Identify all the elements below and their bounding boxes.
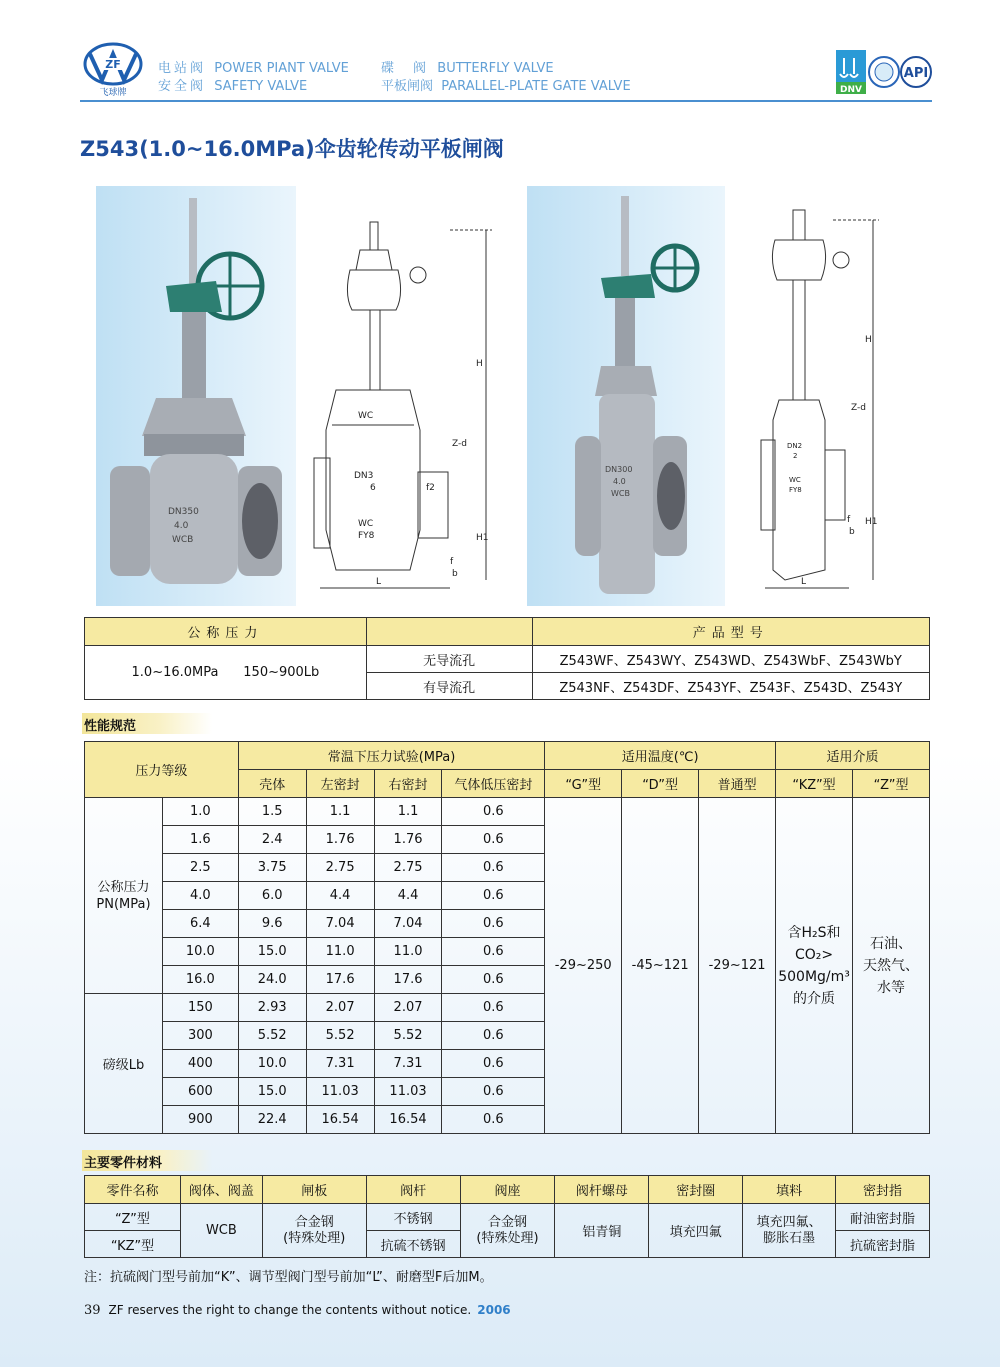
- drawing1-label-6: 6: [370, 483, 376, 493]
- drawing2-label-zd: Z-d: [851, 403, 866, 413]
- perf-cell: 11.0: [306, 938, 374, 966]
- model-type-1: 无导流孔: [366, 646, 532, 673]
- perf-cell: 900: [162, 1106, 238, 1134]
- mat-header-seal-ring: 密封圈: [649, 1176, 743, 1204]
- model-type-2: 有导流孔: [366, 673, 532, 700]
- perf-cell: 150: [162, 994, 238, 1022]
- perf-cell: 4.0: [162, 882, 238, 910]
- perf-cell: 600: [162, 1078, 238, 1106]
- mat-header-sealant: 密封指: [836, 1176, 930, 1204]
- perf-cell: 300: [162, 1022, 238, 1050]
- mat-gate: 合金钢 (特殊处理): [262, 1204, 366, 1258]
- perf-cell: 6.0: [238, 882, 306, 910]
- drawing1-label-l: L: [376, 577, 382, 587]
- drawing1-label-wc2: WC: [358, 519, 374, 529]
- perf-header-grade: 压力等级: [85, 742, 239, 798]
- mat-body: WCB: [180, 1204, 262, 1258]
- header-column-2: [381, 60, 631, 96]
- perf-sub-d-type: “D”型: [622, 770, 699, 798]
- perf-cell: 2.75: [374, 854, 442, 882]
- model-pressure-mpa: 1.0~16.0MPa: [131, 665, 219, 680]
- perf-group-lb: 磅级Lb: [85, 994, 163, 1134]
- model-list-1: Z543WF、Z543WY、Z543WD、Z543WbF、Z543WbY: [532, 646, 929, 673]
- perf-cell: 0.6: [442, 994, 545, 1022]
- svg-text:ZF: ZF: [105, 58, 121, 71]
- perf-medium-kz-line: CO₂>: [794, 946, 834, 963]
- perf-row: [85, 798, 930, 826]
- mat-nut: 铝青铜: [555, 1204, 649, 1258]
- drawing1-label-fy: FY8: [358, 531, 375, 541]
- perf-cell: 1.5: [238, 798, 306, 826]
- materials-section-label: 主要零件材料: [82, 1150, 212, 1171]
- perf-header-temp: 适用温度(℃): [545, 742, 776, 770]
- perf-cell: 5.52: [238, 1022, 306, 1050]
- header-en-2: SAFETY VALVE: [214, 79, 308, 94]
- perf-cell: 2.4: [238, 826, 306, 854]
- perf-cell: 7.04: [374, 910, 442, 938]
- perf-medium-z-line: 水等: [877, 979, 906, 996]
- header-en-4: PARALLEL-PLATE GATE VALVE: [441, 79, 631, 94]
- perf-cell: 1.1: [374, 798, 442, 826]
- drawing2-label-h1: H1: [865, 517, 878, 527]
- perf-cell: 1.76: [306, 826, 374, 854]
- header-cn-2: 安全阀: [158, 79, 207, 94]
- perf-cell: 17.6: [306, 966, 374, 994]
- materials-table: [84, 1175, 930, 1258]
- perf-cell: 0.6: [442, 910, 545, 938]
- perf-cell: 6.4: [162, 910, 238, 938]
- perf-cell: 7.04: [306, 910, 374, 938]
- mat-seat: 合金钢 (特殊处理): [460, 1204, 555, 1258]
- photo1-mark-1: DN350: [168, 507, 199, 517]
- mat-seal-ring: 填充四氟: [649, 1204, 743, 1258]
- page-title: Z543(1.0~16.0MPa)伞齿轮传动平板闸阀: [80, 137, 504, 161]
- perf-cell: 2.07: [306, 994, 374, 1022]
- perf-cell: 4.4: [306, 882, 374, 910]
- perf-cell: 15.0: [238, 938, 306, 966]
- model-header-model: 产品型号: [532, 618, 929, 646]
- company-logo: [80, 40, 146, 98]
- header-cn-4: 平板闸阀: [381, 79, 434, 94]
- model-header-blank: [366, 618, 532, 646]
- header-cn-3: 碟 阀: [381, 61, 430, 76]
- header-en-3: BUTTERFLY VALVE: [437, 61, 554, 76]
- mat-header-stem: 阀杆: [366, 1176, 460, 1204]
- header-cn-1: 电站阀: [158, 61, 207, 76]
- drawing2-label-2: 2: [793, 452, 798, 460]
- header-divider: [80, 100, 932, 102]
- brand-text: 飞球牌: [99, 88, 127, 98]
- perf-cell: 0.6: [442, 1022, 545, 1050]
- perf-medium-kz: [776, 798, 853, 1134]
- perf-cell: 2.5: [162, 854, 238, 882]
- perf-cell: 11.03: [374, 1078, 442, 1106]
- drawing1-label-f2: f2: [426, 483, 435, 493]
- perf-cell: 1.1: [306, 798, 374, 826]
- perf-section-label: 性能规范: [82, 713, 212, 734]
- valve-photo-2: [527, 186, 725, 606]
- drawing1-label-h1: H1: [476, 533, 489, 543]
- mat-header-body: 阀体、阀盖: [180, 1176, 262, 1204]
- drawing2-label-l: L: [801, 577, 807, 587]
- mat-type-z: “Z”型: [85, 1204, 181, 1231]
- perf-table: [84, 741, 930, 1134]
- perf-header-medium: 适用介质: [776, 742, 930, 770]
- perf-cell: 0.6: [442, 854, 545, 882]
- perf-cell: 0.6: [442, 826, 545, 854]
- perf-temp-d: -45~121: [622, 798, 699, 1134]
- drawing1-label-wc: WC: [358, 411, 374, 421]
- perf-cell: 16.54: [374, 1106, 442, 1134]
- perf-medium-kz-line: 500Mg/m³: [778, 968, 850, 985]
- perf-cell: 2.93: [238, 994, 306, 1022]
- drawing1-label-dn: DN3: [354, 471, 374, 481]
- mat-stem-z: 不锈钢: [366, 1204, 460, 1231]
- perf-medium-z-line: 石油、: [870, 935, 913, 952]
- mat-packing: 填充四氟、 膨胀石墨: [743, 1204, 836, 1258]
- mat-header-part: 零件名称: [85, 1176, 181, 1204]
- model-header-pressure: 公称压力: [85, 618, 367, 646]
- perf-sub-kz-type: “KZ”型: [776, 770, 853, 798]
- perf-cell: 0.6: [442, 798, 545, 826]
- perf-cell: 5.52: [306, 1022, 374, 1050]
- photo2-mark-3: WCB: [611, 489, 630, 498]
- perf-medium-kz-line: 含H₂S和: [787, 924, 841, 941]
- drawing1-label-b: b: [452, 569, 458, 579]
- model-table: [84, 617, 930, 700]
- page-footer: [84, 1303, 511, 1318]
- drawing1-label-f: f: [450, 557, 454, 567]
- perf-cell: 24.0: [238, 966, 306, 994]
- photo1-mark-3: WCB: [172, 535, 194, 545]
- perf-cell: 0.6: [442, 1078, 545, 1106]
- drawing2-label-dn: DN2: [787, 442, 803, 450]
- perf-cell: 1.0: [162, 798, 238, 826]
- perf-medium-z-line: 天然气、: [863, 957, 920, 974]
- mat-sealant-z: 耐油密封脂: [836, 1204, 930, 1231]
- drawing2-label-fy: FY8: [789, 486, 802, 494]
- page-number: 39: [84, 1303, 101, 1318]
- perf-sub-g-type: “G”型: [545, 770, 622, 798]
- perf-cell: 5.52: [374, 1022, 442, 1050]
- certification-logos: [836, 48, 932, 98]
- perf-cell: 2.75: [306, 854, 374, 882]
- perf-cell: 7.31: [374, 1050, 442, 1078]
- mat-sealant-kz: 抗硫密封脂: [836, 1231, 930, 1258]
- perf-temp-normal: -29~121: [699, 798, 776, 1134]
- photo2-mark-2: 4.0: [613, 477, 626, 486]
- mat-header-nut: 阀杆螺母: [555, 1176, 649, 1204]
- perf-sub-normal: 普通型: [699, 770, 776, 798]
- mat-header-seat: 阀座: [460, 1176, 555, 1204]
- model-list-2: Z543NF、Z543DF、Z543YF、Z543F、Z543D、Z543Y: [532, 673, 929, 700]
- header-column-1: [158, 60, 349, 96]
- perf-cell: 4.4: [374, 882, 442, 910]
- perf-sub-right-seal: 右密封: [374, 770, 442, 798]
- footnote: 注：抗硫阀门型号前加“K”、调节型阀门型号前加“L”、耐磨型F后加M。: [84, 1270, 493, 1285]
- perf-temp-g: -29~250: [545, 798, 622, 1134]
- perf-cell: 17.6: [374, 966, 442, 994]
- perf-cell: 22.4: [238, 1106, 306, 1134]
- perf-cell: 10.0: [238, 1050, 306, 1078]
- perf-sub-gas-seal: 气体低压密封: [442, 770, 545, 798]
- perf-cell: 9.6: [238, 910, 306, 938]
- perf-cell: 15.0: [238, 1078, 306, 1106]
- valve-drawing-2: [745, 200, 895, 600]
- dnv-text: DNV: [840, 85, 862, 95]
- perf-cell: 0.6: [442, 1050, 545, 1078]
- drawing2-label-wc: WC: [789, 476, 801, 484]
- footer-year: 2006: [477, 1303, 511, 1317]
- perf-group-mpa: 公称压力PN(MPa): [85, 798, 163, 994]
- model-pressure-cell: [85, 646, 367, 700]
- perf-cell: 0.6: [442, 882, 545, 910]
- footer-text: ZF reserves the right to change the contents without notice.: [108, 1303, 472, 1317]
- perf-cell: 0.6: [442, 938, 545, 966]
- perf-cell: 10.0: [162, 938, 238, 966]
- perf-cell: 3.75: [238, 854, 306, 882]
- perf-medium-kz-line: 的介质: [793, 990, 836, 1007]
- perf-cell: 0.6: [442, 1106, 545, 1134]
- photo2-mark-1: DN300: [605, 465, 633, 474]
- valve-drawing-1: [300, 200, 505, 600]
- perf-medium-z: [853, 798, 930, 1134]
- perf-cell: 7.31: [306, 1050, 374, 1078]
- svg-text:API: API: [903, 66, 929, 81]
- valve-photo-1: [96, 186, 296, 606]
- mat-stem-kz: 抗硫不锈钢: [366, 1231, 460, 1258]
- mat-header-packing: 填料: [743, 1176, 836, 1204]
- perf-cell: 16.54: [306, 1106, 374, 1134]
- perf-cell: 11.03: [306, 1078, 374, 1106]
- photo1-mark-2: 4.0: [174, 521, 189, 531]
- drawing2-label-b: b: [849, 527, 855, 537]
- drawing2-label-f: f: [847, 515, 851, 525]
- drawing1-label-h: H: [476, 359, 483, 369]
- mat-type-kz: “KZ”型: [85, 1231, 181, 1258]
- perf-cell: 1.76: [374, 826, 442, 854]
- perf-sub-z-type: “Z”型: [853, 770, 930, 798]
- perf-sub-shell: 壳体: [238, 770, 306, 798]
- perf-cell: 400: [162, 1050, 238, 1078]
- perf-cell: 16.0: [162, 966, 238, 994]
- perf-cell: 1.6: [162, 826, 238, 854]
- header-en-1: POWER PIANT VALVE: [214, 61, 349, 76]
- perf-cell: 11.0: [374, 938, 442, 966]
- model-pressure-lb: 150~900Lb: [243, 665, 320, 680]
- perf-sub-left-seal: 左密封: [306, 770, 374, 798]
- drawing1-label-zd: Z-d: [452, 439, 467, 449]
- drawing2-label-h: H: [865, 335, 872, 345]
- mat-header-gate: 闸板: [262, 1176, 366, 1204]
- perf-cell: 0.6: [442, 966, 545, 994]
- perf-cell: 2.07: [374, 994, 442, 1022]
- perf-header-test: 常温下压力试验(MPa): [238, 742, 544, 770]
